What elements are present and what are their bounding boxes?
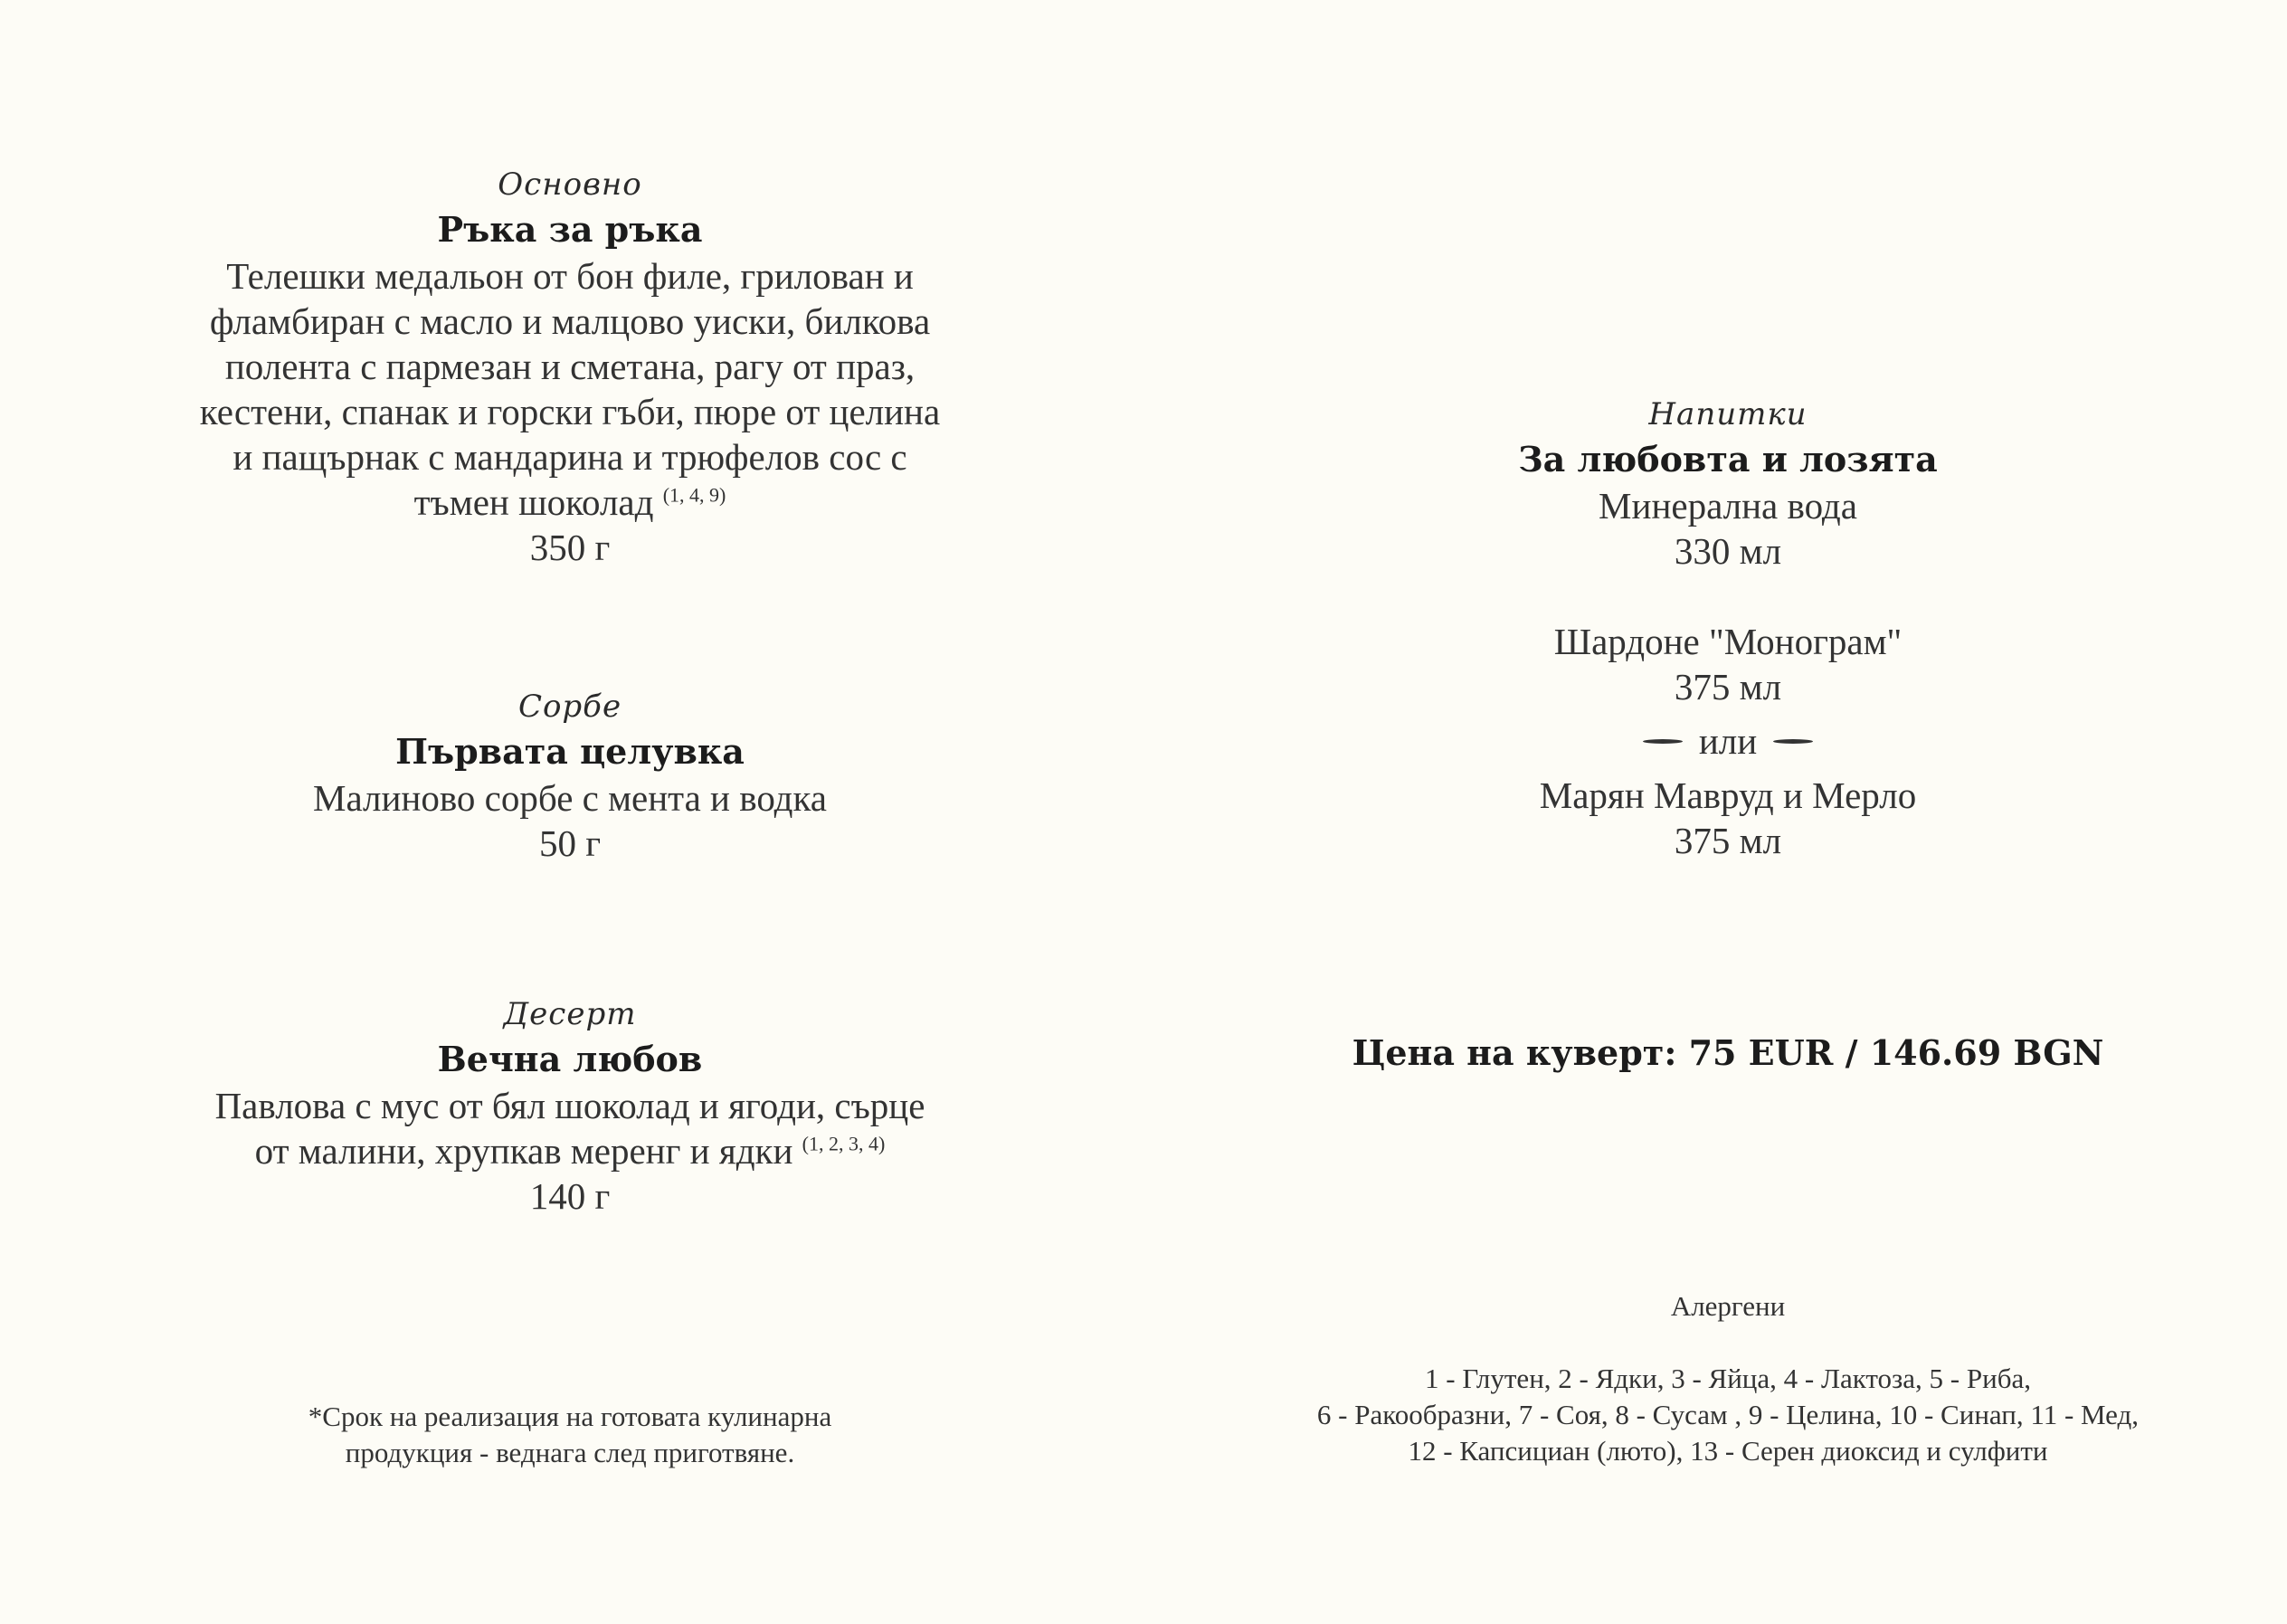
drinks-section (1203, 393, 2253, 863)
swash-right-icon (1773, 739, 1813, 744)
sorbet-section (136, 685, 1004, 866)
dessert-line-2 (136, 1128, 1004, 1173)
allergens-line-1: 1 - Глутен, 2 - Ядки, 3 - Яйца, 4 - Лактоза, 5 - Риба, (1425, 1363, 2031, 1394)
water-volume: 330 мл (1674, 530, 1782, 572)
dessert-heading: Десерт (503, 996, 637, 1032)
wine-2-volume: 375 мл (1674, 820, 1782, 861)
dessert-weight: 140 г (529, 1175, 611, 1217)
main-course-section (136, 163, 1004, 570)
sorbet-weight: 50 г (538, 822, 602, 864)
main-course-allergens: (1, 4, 9) (662, 483, 726, 507)
wine-1-name: Шардоне "Монограм" (1553, 621, 1903, 662)
cover-price: Цена на куверт: 75 EUR / 146.69 BGN (1352, 1032, 2104, 1073)
dessert-last-line: от малини, хрупкав меренг и ядки (254, 1130, 793, 1172)
spacer (1203, 1325, 2253, 1361)
or-label: или (1698, 720, 1758, 762)
main-course-line-2: фламбиран с масло и малцово уиски, билкова (209, 300, 931, 342)
sorbet-heading: Сорбе (517, 689, 622, 725)
price-section (1203, 1030, 2253, 1077)
sorbet-description: Малиново сорбе с мента и водка (313, 777, 827, 819)
dessert-section (136, 992, 1004, 1219)
dessert-line-1: Павлова с мус от бял шоколад и ягоди, сърце (214, 1085, 925, 1126)
footnote (136, 1399, 1004, 1471)
allergens-legend (1203, 1288, 2253, 1469)
main-course-heading: Основно (498, 166, 642, 203)
main-course-title: Ръка за ръка (437, 209, 703, 250)
main-course-line-4: кестени, спанак и горски гъби, пюре от целина (199, 391, 941, 432)
footnote-line-2: продукция - веднага след приготвяне. (345, 1437, 795, 1468)
allergens-line-3: 12 - Капсициан (люто), 13 - Серен диоксид и сулфити (1408, 1435, 2048, 1467)
main-course-line-1: Телешки медальон от бон филе, грилован и (226, 255, 914, 297)
dessert-allergens: (1, 2, 3, 4) (802, 1132, 886, 1155)
swash-left-icon (1643, 739, 1683, 744)
wine-1-volume: 375 мл (1674, 666, 1782, 708)
main-course-line-5: и пащърнак с мандарина и трюфелов сос с (232, 436, 907, 478)
main-course-last-line: тъмен шоколад (413, 481, 654, 523)
wine-2-name: Марян Мавруд и Мерло (1539, 774, 1917, 816)
sorbet-title: Първата целувка (395, 731, 745, 772)
water-name: Минерална вода (1599, 485, 1857, 527)
allergens-line-2: 6 - Ракообразни, 7 - Соя, 8 - Сусам , 9 - Целина, 10 - Синап, 11 - Мед, (1316, 1399, 2140, 1430)
drinks-heading: Напитки (1648, 396, 1808, 432)
main-course-line-3: полента с пармезан и сметана, рагу от праз, (224, 346, 916, 387)
dessert-title: Вечна любов (437, 1039, 703, 1079)
spacer (1203, 574, 2253, 619)
main-course-weight: 350 г (529, 527, 611, 568)
drinks-title: За любовта и лозята (1518, 439, 1938, 480)
or-divider (1203, 718, 2253, 764)
main-course-line-6 (136, 480, 1004, 525)
allergens-heading: Алергени (1670, 1290, 1786, 1322)
footnote-line-1: *Срок на реализация на готовата кулинарна (308, 1401, 832, 1432)
